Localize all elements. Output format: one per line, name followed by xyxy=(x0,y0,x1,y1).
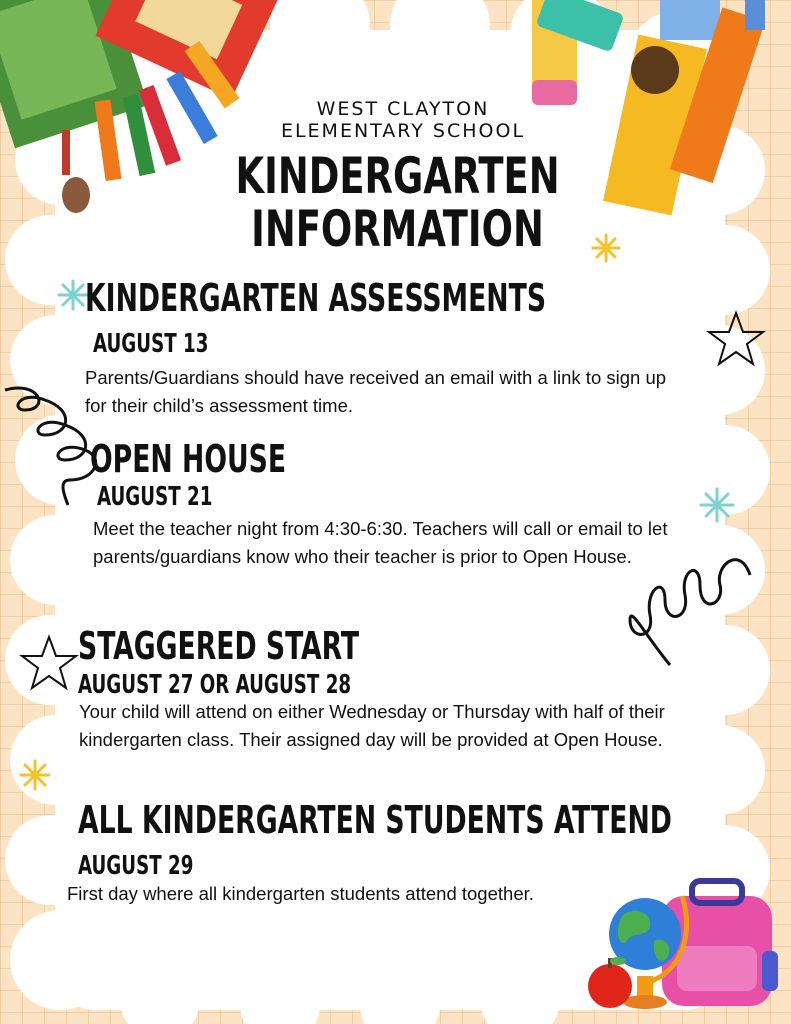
title-line1: KINDERGARTEN xyxy=(235,147,560,205)
section-body: Meet the teacher night from 4:30-6:30. Teachers will call or email to let parents/guardians know who their teacher is prior to Open House. xyxy=(93,518,668,567)
section-date: AUGUST 27 OR AUGUST 28 xyxy=(78,670,352,700)
school-name-line1: WEST CLAYTON xyxy=(316,98,490,120)
section-body: Your child will attend on either Wednesday or Thursday with half of their kindergarten class. Their assigned day will be provided at Open House. xyxy=(79,701,665,750)
section-heading: OPEN HOUSE xyxy=(90,437,287,481)
section-date: AUGUST 29 xyxy=(78,851,194,881)
section-heading: ALL KINDERGARTEN STUDENTS ATTEND xyxy=(78,798,672,842)
section-heading: STAGGERED START xyxy=(78,624,360,668)
school-name-line2: ELEMENTARY SCHOOL xyxy=(280,120,526,142)
title-line2: INFORMATION xyxy=(251,200,544,258)
section-body: First day where all kindergarten students attend together. xyxy=(67,883,534,904)
section-body: Parents/Guardians should have received an email with a link to sign up for their child’s assessment time. xyxy=(85,367,667,416)
section-heading: KINDERGARTEN ASSESSMENTS xyxy=(85,276,547,320)
section-date: AUGUST 13 xyxy=(93,329,209,359)
section-date: AUGUST 21 xyxy=(97,482,213,512)
